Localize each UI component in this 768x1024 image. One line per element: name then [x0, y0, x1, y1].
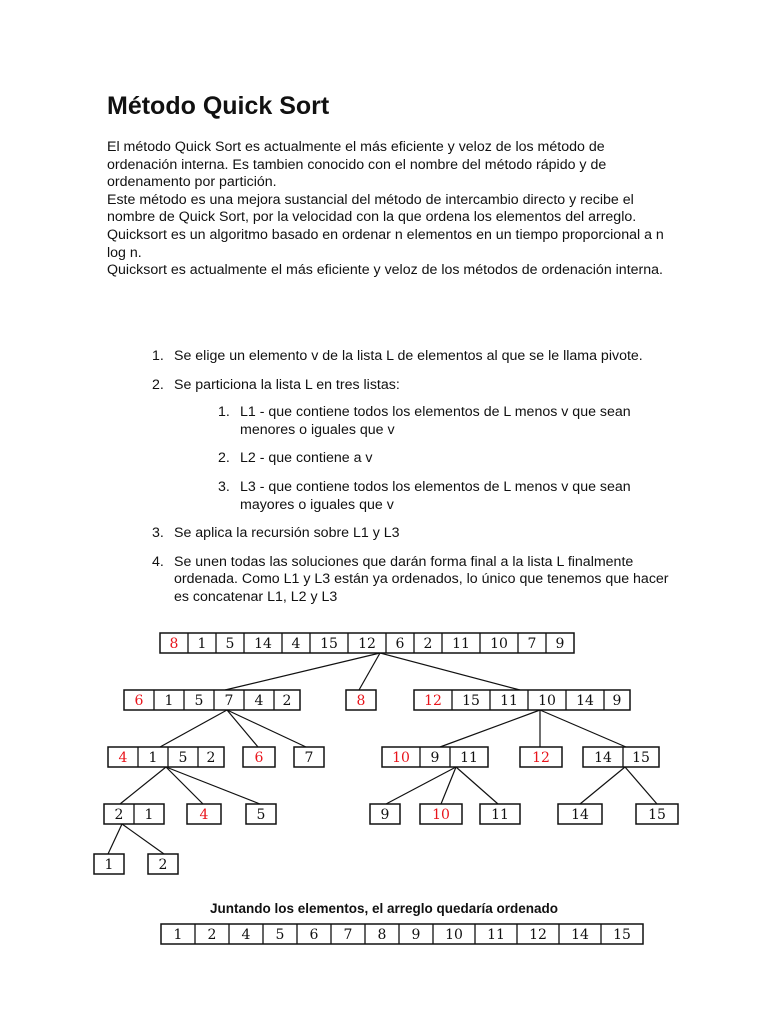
sub-array	[414, 690, 630, 710]
cell-value: 5	[275, 927, 285, 943]
cell-value: 2	[423, 636, 433, 652]
pivot-value: 10	[432, 807, 450, 823]
sub-array	[294, 747, 324, 767]
pivot-value: 10	[392, 750, 410, 766]
intro-paragraph: El método Quick Sort es actualmente el más eficiente y veloz de los método de ordenación interna. Es tambien conocido con el nombre del método rápido y de ordenamento por partición.	[107, 139, 607, 191]
substep-text: L3 - que contiene todos los elementos de L menos v que sean mayores o iguales que v	[240, 478, 631, 513]
sub-array	[94, 854, 124, 874]
cell-value: 5	[194, 693, 204, 709]
cell-value: 9	[380, 807, 390, 823]
intro-paragraph: Quicksort es un algoritmo basado en ordenar n elementos en un tiempo proporcional a n log n.	[107, 226, 664, 261]
page-title: Método Quick Sort	[107, 92, 330, 120]
substep-number: 3.	[218, 478, 230, 495]
tree-connector	[580, 767, 625, 804]
tree-connector	[227, 710, 258, 747]
sub-array	[382, 747, 488, 767]
intro-paragraph: Este método es una mejora sustancial del método de intercambio directo y recibe el nombre de Quick Sort, por la velocidad con la que ordena los elementos del arreglo.	[107, 191, 637, 226]
sub-array	[124, 690, 300, 710]
tree-connector	[166, 767, 260, 804]
step-text: Se unen todas las soluciones que darán forma final a la lista L finalmente ordenada. Como L1 y L3 están ya ordenados, lo único que tenemos que hacer es concatenar L1, L2 y L3	[174, 553, 669, 605]
sub-array	[243, 747, 275, 767]
cell-value: 14	[594, 750, 612, 766]
tree-connector	[122, 824, 164, 854]
cell-value: 11	[452, 636, 470, 652]
cell-value: 9	[612, 693, 622, 709]
cell-value: 4	[241, 927, 251, 943]
cell-value: 6	[395, 636, 405, 652]
cell-value: 11	[460, 750, 478, 766]
tree-connector	[227, 710, 306, 747]
cell-value: 4	[254, 693, 264, 709]
pivot-value: 4	[118, 750, 128, 766]
array-border	[414, 690, 630, 710]
tree-connector	[441, 767, 456, 804]
cell-value: 15	[648, 807, 666, 823]
cell-value: 1	[164, 693, 174, 709]
pivot-value: 4	[199, 807, 209, 823]
sorted-caption: Juntando los elementos, el arreglo quedaría ordenado	[209, 901, 559, 916]
substep-number: 1.	[218, 404, 230, 421]
substep-number: 2.	[218, 450, 230, 467]
cell-value: 11	[500, 693, 518, 709]
cell-value: 1	[173, 927, 183, 943]
cell-value: 7	[304, 750, 314, 766]
tree-connector	[359, 653, 380, 690]
cell-value: 2	[158, 857, 168, 873]
tree-connector	[456, 767, 498, 804]
pivot-value: 8	[169, 636, 179, 652]
tree-connector	[386, 767, 456, 804]
cell-value: 11	[487, 927, 505, 943]
tree-connector	[166, 767, 203, 804]
cell-value: 9	[555, 636, 565, 652]
tree-connector	[540, 710, 626, 747]
cell-value: 15	[320, 636, 338, 652]
tree-connector	[225, 653, 380, 690]
pivot-value: 6	[254, 750, 264, 766]
cell-value: 2	[206, 750, 216, 766]
cell-value: 14	[576, 693, 594, 709]
cell-value: 1	[148, 750, 158, 766]
cell-value: 7	[224, 693, 234, 709]
step-number: 2.	[152, 376, 164, 393]
cell-value: 4	[291, 636, 301, 652]
cell-value: 15	[462, 693, 480, 709]
cell-value: 1	[104, 857, 114, 873]
step-number: 1.	[152, 348, 164, 364]
cell-value: 8	[377, 927, 387, 943]
cell-value: 2	[114, 807, 124, 823]
pivot-value: 12	[424, 693, 442, 709]
cell-value: 10	[445, 927, 463, 943]
tree-connector	[440, 710, 540, 747]
cell-value: 6	[309, 927, 319, 943]
cell-value: 12	[529, 927, 547, 943]
pivot-value: 12	[532, 750, 550, 766]
substep-text: L2 - que contiene a v	[240, 450, 373, 467]
cell-value: 2	[282, 693, 292, 709]
step-number: 3.	[152, 525, 164, 542]
cell-value: 12	[358, 636, 376, 652]
sub-array	[520, 747, 562, 767]
sub-array	[370, 804, 400, 824]
sub-array	[108, 747, 224, 767]
sub-array	[187, 804, 221, 824]
step-number: 4.	[152, 553, 164, 570]
step-text: Se particiona la lista L en tres listas:	[174, 376, 400, 393]
cell-value: 5	[178, 750, 188, 766]
cell-value: 14	[571, 807, 589, 823]
sub-array	[246, 804, 276, 824]
cell-value: 5	[225, 636, 235, 652]
substep-text: L1 - que contiene todos los elementos de L menos v que sean menores o iguales que v	[240, 404, 631, 438]
sorted-array	[161, 924, 643, 944]
step-text: Se aplica la recursión sobre L1 y L3	[174, 525, 400, 542]
cell-value: 9	[430, 750, 440, 766]
sub-array	[583, 747, 659, 767]
pivot-value: 6	[134, 693, 144, 709]
cell-value: 11	[491, 807, 509, 823]
cell-value: 7	[527, 636, 537, 652]
cell-value: 9	[411, 927, 421, 943]
cell-value: 5	[256, 807, 266, 823]
tree-connector	[380, 653, 520, 690]
sub-array	[104, 804, 164, 824]
tree-connector	[120, 767, 166, 804]
cell-value: 15	[632, 750, 650, 766]
pivot-value: 8	[356, 693, 366, 709]
sub-array	[148, 854, 178, 874]
sub-array	[558, 804, 602, 824]
cell-value: 15	[613, 927, 631, 943]
sub-array	[420, 804, 462, 824]
cell-value: 1	[144, 807, 154, 823]
cell-value: 2	[207, 927, 217, 943]
cell-value: 7	[343, 927, 353, 943]
cell-value: 1	[197, 636, 207, 652]
initial-array	[160, 633, 574, 653]
intro-paragraph: Quicksort es actualmente el más eficiente y veloz de los métodos de ordenación interna.	[107, 262, 663, 279]
step-text: Se elige un elemento v de la lista L de elementos al que se le llama pivote.	[174, 348, 643, 364]
sub-array	[346, 690, 376, 710]
cell-value: 14	[254, 636, 272, 652]
cell-value: 10	[490, 636, 508, 652]
sub-array	[636, 804, 678, 824]
sub-array	[480, 804, 520, 824]
tree-connector	[160, 710, 227, 747]
tree-connector	[625, 767, 657, 804]
cell-value: 14	[571, 927, 589, 943]
cell-value: 10	[538, 693, 556, 709]
tree-connector	[108, 824, 122, 854]
